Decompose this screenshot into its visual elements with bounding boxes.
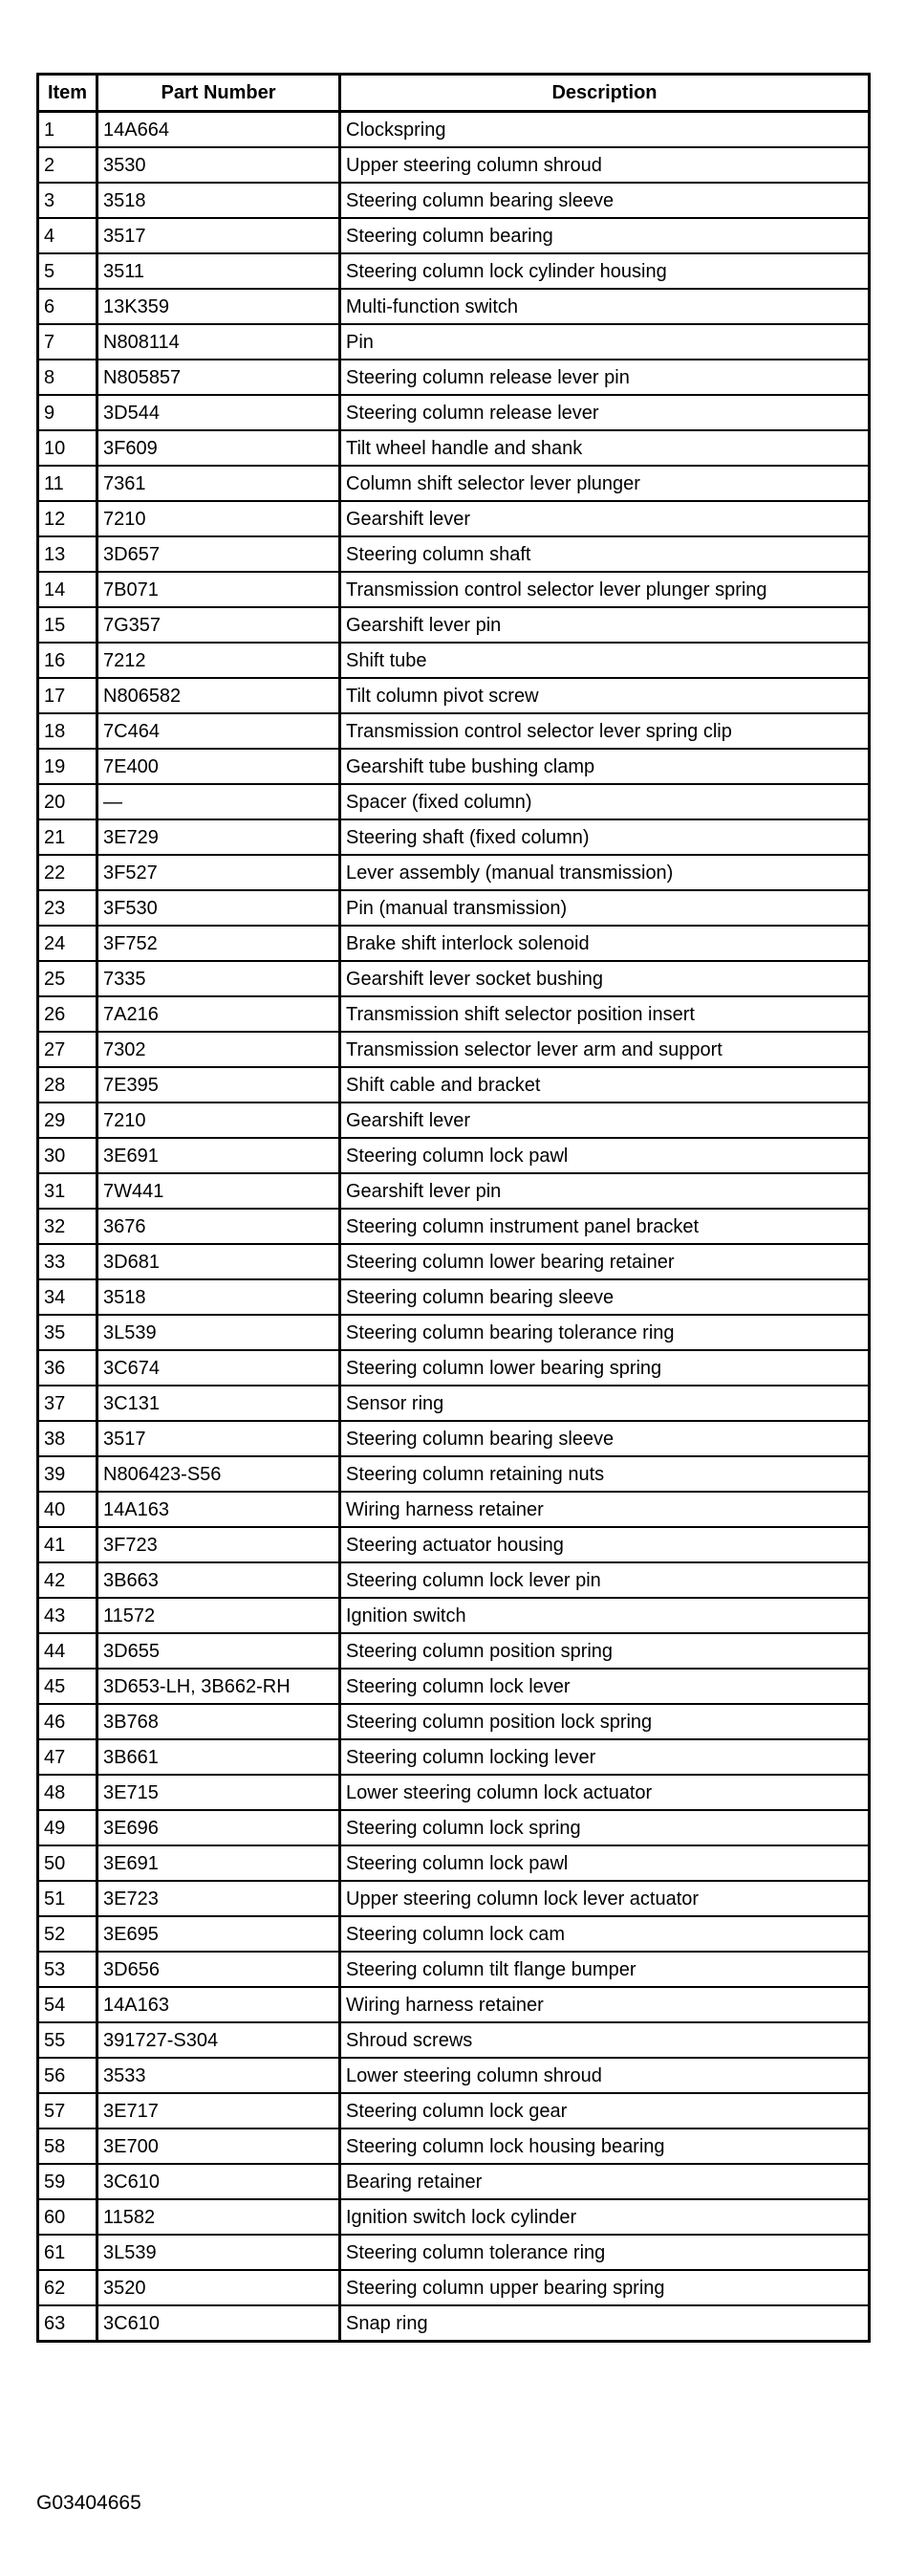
description-cell: Transmission control selector lever spring clip <box>340 713 870 749</box>
part-number-cell: 3517 <box>97 218 340 253</box>
table-row <box>38 607 870 643</box>
parts-table <box>36 73 871 2343</box>
part-number-cell: 3B661 <box>97 1739 340 1775</box>
item-cell: 40 <box>38 1492 97 1527</box>
item-cell: 20 <box>38 784 97 819</box>
part-number-cell: 3E729 <box>97 819 340 855</box>
part-number-cell: N805857 <box>97 360 340 395</box>
item-cell: 62 <box>38 2270 97 2305</box>
item-cell: 19 <box>38 749 97 784</box>
table-row <box>38 430 870 466</box>
part-number-cell: 3C610 <box>97 2164 340 2199</box>
description-cell: Lower steering column shroud <box>340 2058 870 2093</box>
part-number-cell: 3E691 <box>97 1845 340 1881</box>
part-number-cell: 3F752 <box>97 926 340 961</box>
item-cell: 58 <box>38 2128 97 2164</box>
part-number-cell: 3D544 <box>97 395 340 430</box>
table-row <box>38 1315 870 1350</box>
item-cell: 39 <box>38 1456 97 1492</box>
part-number-cell: N808114 <box>97 324 340 360</box>
description-cell: Sensor ring <box>340 1386 870 1421</box>
part-number-cell: 3E717 <box>97 2093 340 2128</box>
item-cell: 14 <box>38 572 97 607</box>
description-cell: Gearshift lever <box>340 501 870 536</box>
part-number-cell: 3D657 <box>97 536 340 572</box>
description-cell: Steering column tolerance ring <box>340 2235 870 2270</box>
table-row <box>38 1456 870 1492</box>
table-row <box>38 1952 870 1987</box>
description-cell: Steering column lock housing bearing <box>340 2128 870 2164</box>
item-cell: 56 <box>38 2058 97 2093</box>
table-row <box>38 1527 870 1562</box>
table-row <box>38 147 870 183</box>
part-number-cell: 7C464 <box>97 713 340 749</box>
part-number-cell: 7361 <box>97 466 340 501</box>
part-number-cell: 3D656 <box>97 1952 340 1987</box>
table-row <box>38 1562 870 1598</box>
item-cell: 23 <box>38 890 97 926</box>
item-cell: 32 <box>38 1209 97 1244</box>
item-cell: 48 <box>38 1775 97 1810</box>
description-cell: Wiring harness retainer <box>340 1987 870 2022</box>
part-number-cell: 7212 <box>97 643 340 678</box>
table-row <box>38 961 870 996</box>
description-cell: Steering actuator housing <box>340 1527 870 1562</box>
part-number-cell: 3F609 <box>97 430 340 466</box>
description-cell: Tilt wheel handle and shank <box>340 430 870 466</box>
item-cell: 8 <box>38 360 97 395</box>
table-row <box>38 1492 870 1527</box>
table-row <box>38 253 870 289</box>
table-row <box>38 1881 870 1916</box>
description-cell: Steering column lower bearing spring <box>340 1350 870 1386</box>
table-row <box>38 926 870 961</box>
description-cell: Bearing retainer <box>340 2164 870 2199</box>
description-cell: Gearshift lever <box>340 1102 870 1138</box>
description-cell: Steering column bearing sleeve <box>340 1421 870 1456</box>
table-row <box>38 1810 870 1845</box>
table-row <box>38 2305 870 2342</box>
item-cell: 43 <box>38 1598 97 1633</box>
table-row <box>38 466 870 501</box>
description-cell: Steering column lock spring <box>340 1810 870 1845</box>
item-cell: 52 <box>38 1916 97 1952</box>
item-cell: 11 <box>38 466 97 501</box>
table-row <box>38 1598 870 1633</box>
table-row <box>38 996 870 1032</box>
table-row <box>38 1845 870 1881</box>
table-row <box>38 1421 870 1456</box>
item-cell: 22 <box>38 855 97 890</box>
item-cell: 35 <box>38 1315 97 1350</box>
description-cell: Steering column lock cam <box>340 1916 870 1952</box>
item-cell: 1 <box>38 112 97 148</box>
part-number-cell: 7E400 <box>97 749 340 784</box>
table-row <box>38 784 870 819</box>
description-cell: Steering column retaining nuts <box>340 1456 870 1492</box>
description-cell: Shroud screws <box>340 2022 870 2058</box>
table-row <box>38 1739 870 1775</box>
description-cell: Steering column bearing tolerance ring <box>340 1315 870 1350</box>
table-row <box>38 1279 870 1315</box>
header-description: Description <box>340 75 870 112</box>
table-row <box>38 572 870 607</box>
part-number-cell: 3D681 <box>97 1244 340 1279</box>
description-cell: Multi-function switch <box>340 289 870 324</box>
part-number-cell: 3L539 <box>97 2235 340 2270</box>
description-cell: Steering column lock cylinder housing <box>340 253 870 289</box>
item-cell: 41 <box>38 1527 97 1562</box>
table-row <box>38 536 870 572</box>
description-cell: Spacer (fixed column) <box>340 784 870 819</box>
table-row <box>38 2058 870 2093</box>
table-row <box>38 1102 870 1138</box>
item-cell: 55 <box>38 2022 97 2058</box>
part-number-cell: 3F723 <box>97 1527 340 1562</box>
part-number-cell: 3518 <box>97 1279 340 1315</box>
table-row <box>38 2235 870 2270</box>
part-number-cell: 7335 <box>97 961 340 996</box>
description-cell: Pin (manual transmission) <box>340 890 870 926</box>
part-number-cell: 3F530 <box>97 890 340 926</box>
header-row <box>38 75 870 112</box>
part-number-cell: 11582 <box>97 2199 340 2235</box>
part-number-cell: N806582 <box>97 678 340 713</box>
description-cell: Steering column lock gear <box>340 2093 870 2128</box>
table-row <box>38 112 870 148</box>
item-cell: 51 <box>38 1881 97 1916</box>
part-number-cell: 7A216 <box>97 996 340 1032</box>
table-header <box>38 75 870 112</box>
table-row <box>38 501 870 536</box>
part-number-cell: 3517 <box>97 1421 340 1456</box>
part-number-cell: 7210 <box>97 501 340 536</box>
table-row <box>38 1032 870 1067</box>
description-cell: Transmission control selector lever plunger spring <box>340 572 870 607</box>
part-number-cell: 3E691 <box>97 1138 340 1173</box>
item-cell: 49 <box>38 1810 97 1845</box>
table-row <box>38 643 870 678</box>
item-cell: 12 <box>38 501 97 536</box>
description-cell: Gearshift lever socket bushing <box>340 961 870 996</box>
table-row <box>38 1350 870 1386</box>
item-cell: 9 <box>38 395 97 430</box>
description-cell: Upper steering column shroud <box>340 147 870 183</box>
table-row <box>38 819 870 855</box>
item-cell: 28 <box>38 1067 97 1102</box>
part-number-cell: 7E395 <box>97 1067 340 1102</box>
part-number-cell: 7302 <box>97 1032 340 1067</box>
part-number-cell: 3B663 <box>97 1562 340 1598</box>
item-cell: 16 <box>38 643 97 678</box>
table-row <box>38 1067 870 1102</box>
part-number-cell: — <box>97 784 340 819</box>
item-cell: 6 <box>38 289 97 324</box>
item-cell: 18 <box>38 713 97 749</box>
item-cell: 21 <box>38 819 97 855</box>
description-cell: Clockspring <box>340 112 870 148</box>
part-number-cell: 3D653-LH, 3B662-RH <box>97 1669 340 1704</box>
table-row <box>38 360 870 395</box>
table-row <box>38 2164 870 2199</box>
table-row <box>38 1987 870 2022</box>
item-cell: 50 <box>38 1845 97 1881</box>
item-cell: 7 <box>38 324 97 360</box>
description-cell: Lever assembly (manual transmission) <box>340 855 870 890</box>
item-cell: 54 <box>38 1987 97 2022</box>
table-row <box>38 2093 870 2128</box>
part-number-cell: 3676 <box>97 1209 340 1244</box>
item-cell: 38 <box>38 1421 97 1456</box>
item-cell: 61 <box>38 2235 97 2270</box>
description-cell: Steering column position lock spring <box>340 1704 870 1739</box>
part-number-cell: 14A664 <box>97 112 340 148</box>
part-number-cell: 13K359 <box>97 289 340 324</box>
part-number-cell: 3E695 <box>97 1916 340 1952</box>
part-number-cell: 14A163 <box>97 1987 340 2022</box>
part-number-cell: 3E723 <box>97 1881 340 1916</box>
table-row <box>38 1775 870 1810</box>
item-cell: 26 <box>38 996 97 1032</box>
item-cell: 10 <box>38 430 97 466</box>
description-cell: Column shift selector lever plunger <box>340 466 870 501</box>
item-cell: 53 <box>38 1952 97 1987</box>
description-cell: Gearshift lever pin <box>340 607 870 643</box>
table-row <box>38 1386 870 1421</box>
item-cell: 46 <box>38 1704 97 1739</box>
description-cell: Transmission selector lever arm and support <box>340 1032 870 1067</box>
part-number-cell: N806423-S56 <box>97 1456 340 1492</box>
item-cell: 27 <box>38 1032 97 1067</box>
description-cell: Steering column lock lever pin <box>340 1562 870 1598</box>
item-cell: 47 <box>38 1739 97 1775</box>
table-row <box>38 1138 870 1173</box>
part-number-cell: 3C131 <box>97 1386 340 1421</box>
description-cell: Steering column bearing sleeve <box>340 183 870 218</box>
table-row <box>38 890 870 926</box>
table-row <box>38 2270 870 2305</box>
figure-id: G03404665 <box>36 2492 141 2514</box>
part-number-cell: 7G357 <box>97 607 340 643</box>
description-cell: Steering column tilt flange bumper <box>340 1952 870 1987</box>
table-row <box>38 2128 870 2164</box>
item-cell: 34 <box>38 1279 97 1315</box>
description-cell: Steering column lock pawl <box>340 1138 870 1173</box>
item-cell: 42 <box>38 1562 97 1598</box>
description-cell: Steering column shaft <box>340 536 870 572</box>
part-number-cell: 3L539 <box>97 1315 340 1350</box>
part-number-cell: 3D655 <box>97 1633 340 1669</box>
item-cell: 2 <box>38 147 97 183</box>
part-number-cell: 3511 <box>97 253 340 289</box>
description-cell: Steering column bearing sleeve <box>340 1279 870 1315</box>
description-cell: Steering column release lever <box>340 395 870 430</box>
table-row <box>38 749 870 784</box>
description-cell: Gearshift tube bushing clamp <box>340 749 870 784</box>
part-number-cell: 3533 <box>97 2058 340 2093</box>
description-cell: Tilt column pivot screw <box>340 678 870 713</box>
description-cell: Lower steering column lock actuator <box>340 1775 870 1810</box>
item-cell: 25 <box>38 961 97 996</box>
part-number-cell: 3F527 <box>97 855 340 890</box>
part-number-cell: 7B071 <box>97 572 340 607</box>
description-cell: Ignition switch <box>340 1598 870 1633</box>
item-cell: 63 <box>38 2305 97 2342</box>
table-row <box>38 1704 870 1739</box>
item-cell: 45 <box>38 1669 97 1704</box>
table-row <box>38 1209 870 1244</box>
part-number-cell: 7W441 <box>97 1173 340 1209</box>
description-cell: Steering column lock lever <box>340 1669 870 1704</box>
item-cell: 5 <box>38 253 97 289</box>
part-number-cell: 11572 <box>97 1598 340 1633</box>
table-row <box>38 713 870 749</box>
item-cell: 31 <box>38 1173 97 1209</box>
item-cell: 60 <box>38 2199 97 2235</box>
item-cell: 37 <box>38 1386 97 1421</box>
item-cell: 3 <box>38 183 97 218</box>
part-number-cell: 3C610 <box>97 2305 340 2342</box>
table-row <box>38 1244 870 1279</box>
table-row <box>38 183 870 218</box>
part-number-cell: 14A163 <box>97 1492 340 1527</box>
item-cell: 30 <box>38 1138 97 1173</box>
table-row <box>38 324 870 360</box>
table-body <box>38 112 870 2342</box>
description-cell: Steering column bearing <box>340 218 870 253</box>
description-cell: Wiring harness retainer <box>340 1492 870 1527</box>
table-row <box>38 395 870 430</box>
table-row <box>38 218 870 253</box>
table-row <box>38 289 870 324</box>
description-cell: Steering shaft (fixed column) <box>340 819 870 855</box>
part-number-cell: 7210 <box>97 1102 340 1138</box>
part-number-cell: 3C674 <box>97 1350 340 1386</box>
description-cell: Steering column release lever pin <box>340 360 870 395</box>
table-row <box>38 1633 870 1669</box>
item-cell: 33 <box>38 1244 97 1279</box>
description-cell: Brake shift interlock solenoid <box>340 926 870 961</box>
header-item: Item <box>38 75 97 112</box>
description-cell: Snap ring <box>340 2305 870 2342</box>
table-row <box>38 855 870 890</box>
description-cell: Ignition switch lock cylinder <box>340 2199 870 2235</box>
item-cell: 57 <box>38 2093 97 2128</box>
part-number-cell: 3E700 <box>97 2128 340 2164</box>
description-cell: Upper steering column lock lever actuator <box>340 1881 870 1916</box>
description-cell: Steering column lock pawl <box>340 1845 870 1881</box>
description-cell: Shift cable and bracket <box>340 1067 870 1102</box>
description-cell: Steering column instrument panel bracket <box>340 1209 870 1244</box>
table-row <box>38 678 870 713</box>
description-cell: Transmission shift selector position insert <box>340 996 870 1032</box>
description-cell: Steering column lower bearing retainer <box>340 1244 870 1279</box>
header-part-number: Part Number <box>97 75 340 112</box>
description-cell: Steering column position spring <box>340 1633 870 1669</box>
part-number-cell: 3520 <box>97 2270 340 2305</box>
item-cell: 24 <box>38 926 97 961</box>
item-cell: 17 <box>38 678 97 713</box>
item-cell: 29 <box>38 1102 97 1138</box>
description-cell: Shift tube <box>340 643 870 678</box>
item-cell: 36 <box>38 1350 97 1386</box>
description-cell: Gearshift lever pin <box>340 1173 870 1209</box>
description-cell: Pin <box>340 324 870 360</box>
description-cell: Steering column upper bearing spring <box>340 2270 870 2305</box>
table-row <box>38 2022 870 2058</box>
part-number-cell: 391727-S304 <box>97 2022 340 2058</box>
description-cell: Steering column locking lever <box>340 1739 870 1775</box>
item-cell: 15 <box>38 607 97 643</box>
table-row <box>38 1669 870 1704</box>
table-row <box>38 1173 870 1209</box>
part-number-cell: 3E715 <box>97 1775 340 1810</box>
part-number-cell: 3530 <box>97 147 340 183</box>
item-cell: 59 <box>38 2164 97 2199</box>
table-row <box>38 1916 870 1952</box>
part-number-cell: 3B768 <box>97 1704 340 1739</box>
item-cell: 13 <box>38 536 97 572</box>
item-cell: 44 <box>38 1633 97 1669</box>
part-number-cell: 3E696 <box>97 1810 340 1845</box>
part-number-cell: 3518 <box>97 183 340 218</box>
item-cell: 4 <box>38 218 97 253</box>
table-row <box>38 2199 870 2235</box>
